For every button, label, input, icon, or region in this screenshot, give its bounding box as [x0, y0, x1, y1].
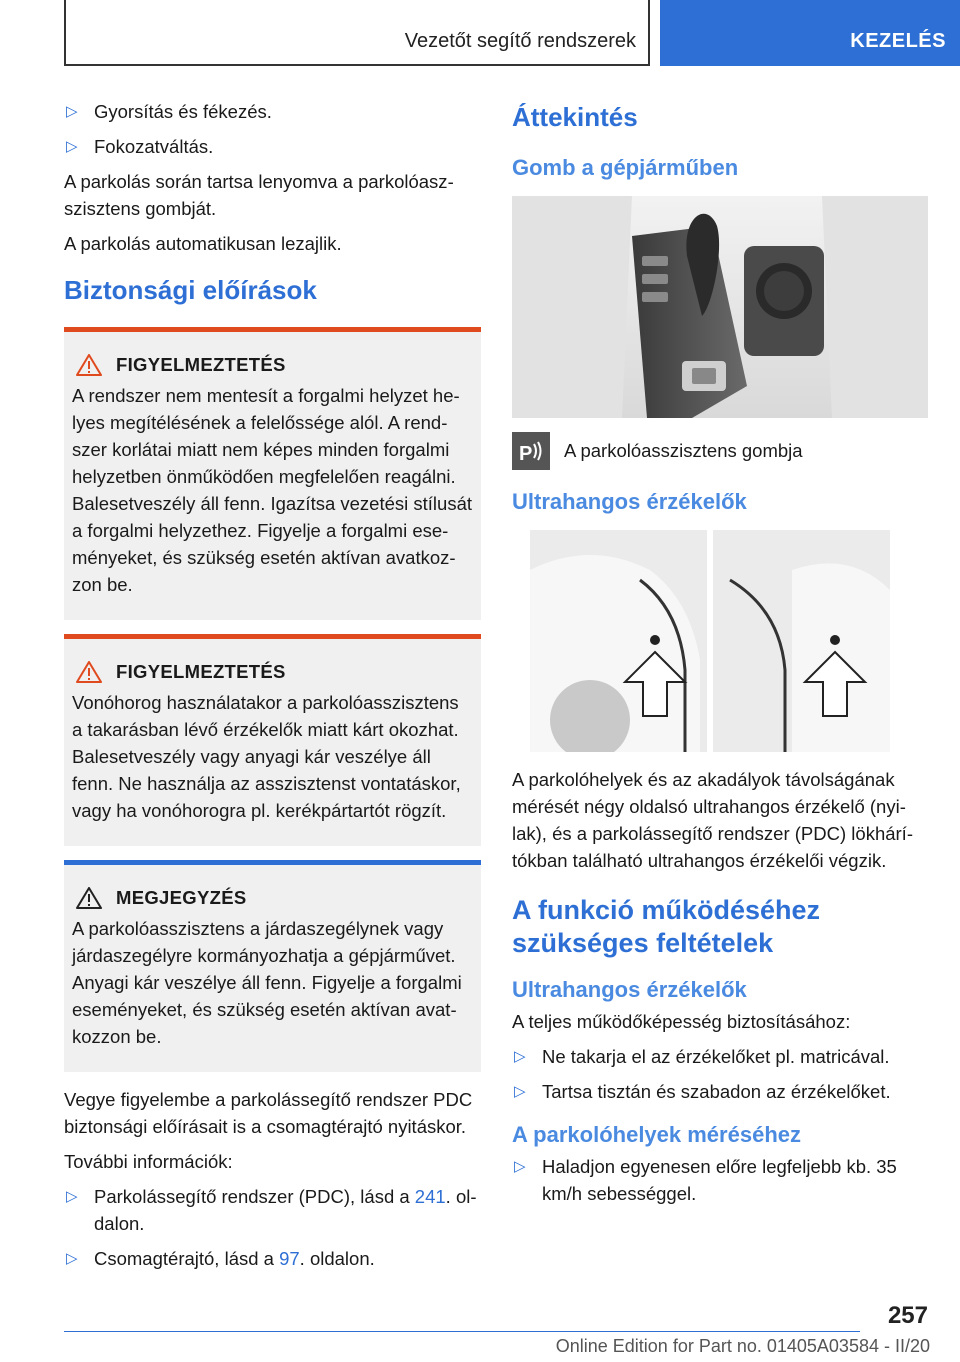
right-column: [512, 98, 928, 1215]
list-item: ▷ Fokozatváltás.: [64, 133, 481, 160]
warning-box: [64, 327, 481, 620]
footer-rule: [64, 1331, 860, 1332]
triangle-bullet-icon: ▷: [66, 103, 78, 120]
list-item: ▷ Ne takarja el az érzékelőket pl. matricával.: [512, 1043, 928, 1070]
paragraph: A parkolás automatikusan lezajlik.: [64, 233, 342, 254]
warning-triangle-icon: [76, 661, 102, 683]
button-caption-text: A parkolóasszisztens gombja: [564, 440, 803, 461]
ultrasonic-sensors-image: [530, 530, 890, 752]
paragraph: Vegye figyelembe a parkolássegítő rendszer PDC biztonsági előírásait is a csomagtérajtó nyitáskor.: [64, 1089, 473, 1137]
warning-text: Vonóhorog használatakor a parkolóasszisztens a takarásban lévő érzékelők miatt kárt okozhat. Balesetveszély vagy anyagi kár veszélye áll fenn. Ne használja az asszisztenst vontatáskor, vagy ha vonóhorogra pl. kerékpártartót rögzít.: [72, 692, 461, 821]
measurement-list: [512, 1153, 928, 1207]
page-header: [0, 0, 960, 66]
triangle-bullet-icon: ▷: [66, 1188, 78, 1205]
requirements-heading: A funkció működéséhez szükséges feltételek: [512, 895, 821, 958]
paragraph: A teljes működőképesség biztosításához:: [512, 1011, 851, 1032]
section-title: Vezetőt segítő rendszerek: [404, 30, 636, 52]
list-item: ▷ Tartsa tisztán és szabadon az érzékelőket.: [512, 1078, 928, 1105]
page-link-241[interactable]: 241: [414, 1186, 446, 1207]
list-item: ▷ Csomagtérajtó, lásd a 97. oldalon.: [64, 1245, 481, 1272]
triangle-bullet-icon: ▷: [66, 138, 78, 155]
triangle-bullet-icon: ▷: [514, 1048, 526, 1065]
note-triangle-icon: [76, 887, 102, 909]
requirements-sensors-heading: Ultrahangos érzékelők: [512, 977, 747, 1002]
requirements-list: [512, 1043, 928, 1105]
note-text: A parkolóasszisztens a járdaszegélynek vagy járdaszegélyre kormányozhatja a gépjárművet. Anyagi kár veszélye áll fenn. Figyelje a forgalmi eseményeket, és szükség esetén aktívan avatkozzon be.: [72, 918, 462, 1047]
center-console-image: [512, 196, 928, 418]
list-item: ▷ Gyorsítás és fékezés.: [64, 98, 481, 125]
left-column: [64, 98, 481, 1280]
paragraph: A parkolás során tartsa lenyomva a parkolóaszszisztens gombját.: [64, 171, 454, 219]
footer-edition: Online Edition for Part no. 01405A03584 - II/20: [555, 1336, 930, 1356]
chapter-label: KEZELÉS: [850, 30, 946, 52]
sensors-text: A parkolóhelyek és az akadályok távolságának mérését négy oldalsó ultrahangos érzékelő (nyilak), és a parkolássegítő rendszer (PDC) lökhárítókban található ultrahangos érzékelői végzik.: [512, 769, 913, 871]
triangle-bullet-icon: ▷: [514, 1158, 526, 1175]
triangle-bullet-icon: ▷: [514, 1083, 526, 1100]
triangle-bullet-icon: ▷: [66, 1250, 78, 1267]
warning-title: FIGYELMEZTETÉS: [116, 354, 286, 375]
note-box: [64, 860, 481, 1072]
warning-triangle-icon: [76, 354, 102, 376]
list-item: ▷ Parkolássegítő rendszer (PDC), lásd a 241. oldalon.: [64, 1183, 481, 1237]
button-heading: Gomb a gépjárműben: [512, 155, 739, 180]
safety-heading: Biztonsági előírások: [64, 275, 317, 305]
paragraph: További információk:: [64, 1151, 233, 1172]
reference-list: [64, 1183, 481, 1272]
chapter-tab[interactable]: [660, 0, 960, 66]
header-rule-divider: [648, 0, 650, 66]
sensors-heading: Ultrahangos érzékelők: [512, 489, 747, 514]
page-number: 257: [887, 1302, 928, 1329]
list-item: ▷ Haladjon egyenesen előre legfeljebb kb. 35 km/h sebességgel.: [512, 1153, 928, 1207]
parking-assistant-icon: [512, 432, 550, 470]
note-title: MEGJEGYZÉS: [116, 887, 247, 908]
intro-bullet-list: [64, 98, 481, 160]
parking-measurement-heading: A parkolóhelyek méréséhez: [512, 1122, 801, 1147]
warning-text: A rendszer nem mentesít a forgalmi helyzet helyes megítélésének a felelőssége alól. A rendszer korlátai miatt nem képes minden forgalmi helyzetben önműködően megfelelően reagálni. Balesetveszély áll fenn. Igazítsa vezetési stílusát a forgalmi helyzethez. Figyelje a forgalmi eseményeket, és szükség esetén aktívan avatkozzon be.: [72, 385, 473, 595]
page-link-97[interactable]: 97: [279, 1248, 300, 1269]
overview-heading: Áttekintés: [512, 102, 638, 132]
header-rule-bottom: [64, 64, 650, 66]
svg-text:P: P: [519, 443, 533, 465]
warning-box: [64, 634, 481, 846]
button-caption: [512, 432, 928, 470]
header-rule-left: [64, 0, 66, 66]
warning-title: FIGYELMEZTETÉS: [116, 661, 286, 682]
